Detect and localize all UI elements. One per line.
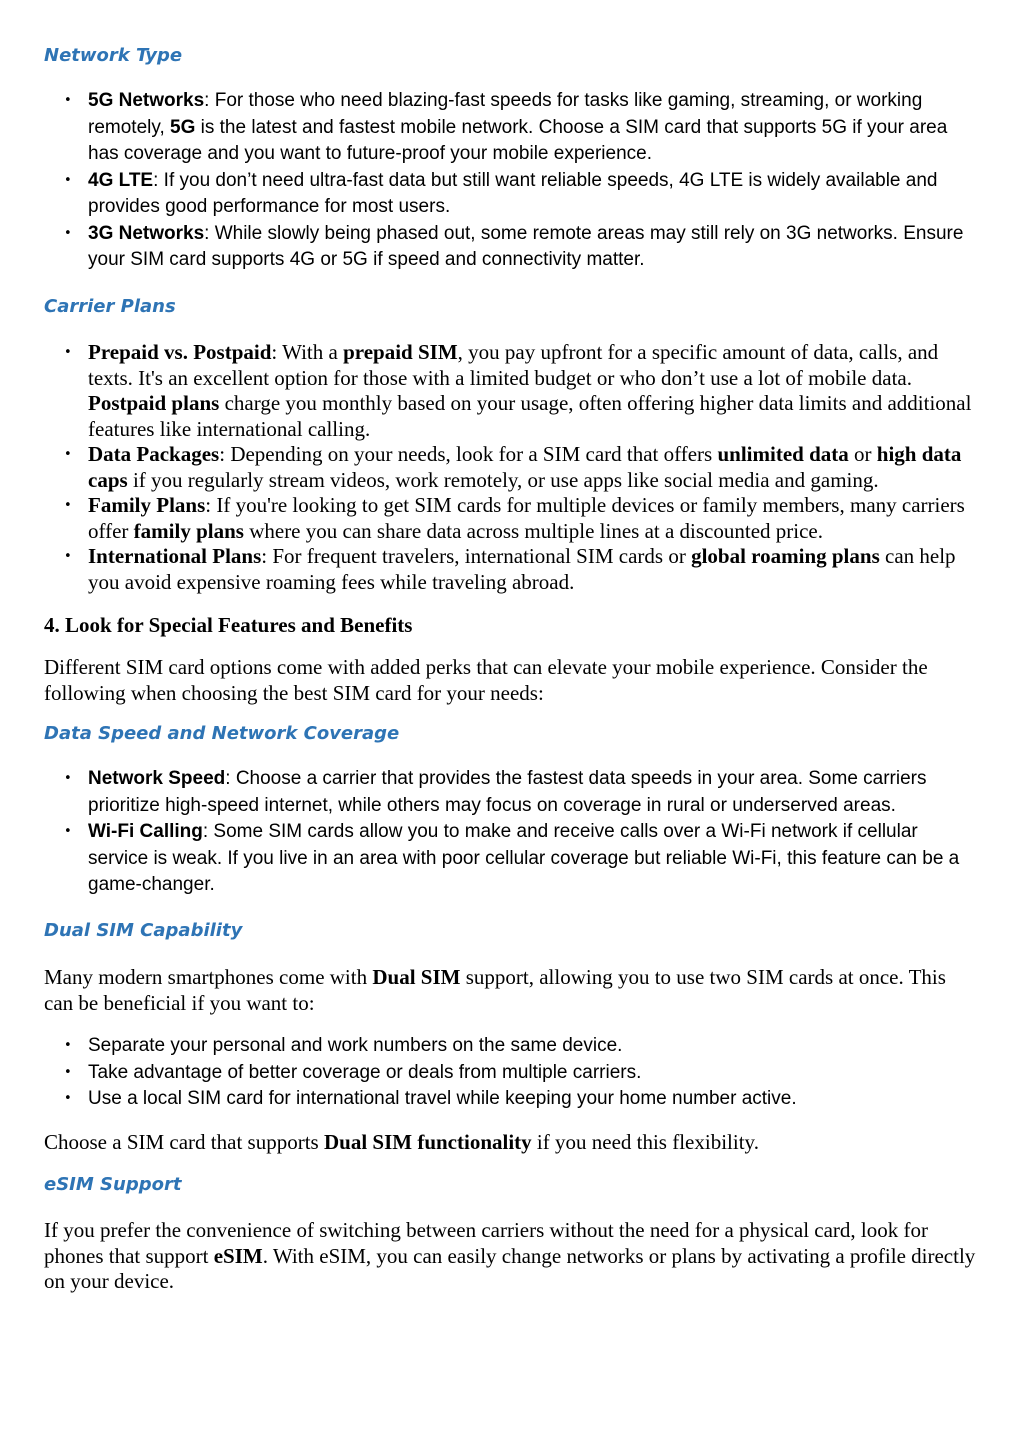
term-prepaid-sim: prepaid SIM [343, 340, 458, 364]
term-dual-sim: Dual SIM [372, 965, 461, 989]
term-5g-networks: 5G Networks [88, 90, 205, 111]
list-item [88, 168, 979, 221]
item-text: : For those who need blazing-fast speeds for tasks like gaming, streaming, or working remotely, [88, 90, 923, 138]
section-4 [44, 612, 979, 638]
term-network-speed: Network Speed [88, 768, 226, 789]
term-4g-lte: 4G LTE [88, 169, 154, 191]
dual-sim-outro [44, 1130, 979, 1156]
list-item: • Use a local SIM card for international travel while keeping your home number active. [88, 1086, 979, 1113]
term-family-plans-2: family plans [133, 518, 244, 543]
outro-text: Choose a SIM card that supports [44, 1130, 324, 1154]
term-global-roaming: global roaming plans [691, 544, 880, 568]
item-text: can help you avoid expensive roaming fees while traveling abroad. [88, 544, 956, 594]
data-speed-section [44, 722, 979, 746]
dual-sim-list-wrap [44, 1033, 979, 1113]
dual-sim-section [44, 919, 979, 943]
term-unlimited-data: unlimited data [717, 442, 849, 466]
network-type-section [44, 44, 979, 68]
term-5g: 5G [170, 116, 196, 138]
list-item [88, 442, 979, 493]
list-item [88, 819, 979, 899]
outro-text: if you need this flexibility. [531, 1130, 759, 1154]
item-text: : With a [271, 340, 344, 364]
dual-sim-heading: Dual SIM Capability [44, 920, 243, 941]
data-speed-list [44, 766, 979, 899]
item-text: : For frequent travelers, international SIM cards or [261, 544, 692, 568]
item-text: where you can share data across multiple lines at a discounted price. [243, 518, 823, 543]
esim-text-part: . With eSIM, you can easily change networks or plans by activating a profile directly on your device. [44, 1243, 976, 1293]
item-text: : Depending on your needs, look for a SIM card that offers [219, 442, 718, 466]
esim-section [44, 1173, 979, 1197]
dual-sim-intro-wrap [44, 965, 979, 1016]
list-item: • Take advantage of better coverage or deals from multiple carriers. [88, 1060, 979, 1087]
esim-heading: eSIM Support [44, 1174, 182, 1195]
esim-text [44, 1218, 979, 1295]
carrier-plans-list [44, 340, 979, 595]
term-family-plans: Family Plans [88, 493, 206, 517]
term-international-plans: International Plans [88, 544, 262, 568]
item-text: is the latest and fastest mobile network. Choose a SIM card that supports 5G if your area has coverage and you want to future-proof your mobile experience. [88, 116, 948, 164]
term-prepaid-postpaid: Prepaid vs. Postpaid [88, 340, 272, 364]
list-item [88, 340, 979, 442]
carrier-plans-list-wrap [44, 340, 979, 595]
section-4-heading: 4. Look for Special Features and Benefits [44, 613, 413, 637]
carrier-plans-heading: Carrier Plans [44, 296, 176, 317]
item-text: or [848, 442, 877, 466]
section-4-intro-wrap [44, 655, 979, 706]
list-item [88, 88, 979, 168]
intro-text: support, allowing you to use two SIM cards at once. This can be beneficial if you want to: [44, 965, 946, 1015]
esim-text-part: If you prefer the convenience of switching between carriers without the need for a physical card, look for phones that support [44, 1218, 928, 1268]
item-text: : If you're looking to get SIM cards for multiple devices or family members, many carriers offer [88, 493, 965, 543]
term-postpaid-plans: Postpaid plans [88, 391, 220, 415]
term-dual-sim-functionality: Dual SIM functionality [323, 1130, 532, 1154]
list-item [88, 493, 979, 544]
data-speed-list-wrap [44, 766, 979, 899]
list-item [88, 544, 979, 595]
term-high-data-caps: high data caps [88, 442, 962, 492]
list-item: • Separate your personal and work numbers on the same device. [88, 1033, 979, 1060]
list-item [88, 221, 979, 274]
esim-text-wrap [44, 1218, 979, 1295]
data-speed-heading: Data Speed and Network Coverage [44, 723, 400, 744]
term-esim: eSIM [213, 1243, 263, 1268]
section-4-intro: Different SIM card options come with added perks that can elevate your mobile experience. Consider the following when choosing the best SIM card for your needs: [44, 655, 928, 705]
list-item [88, 766, 979, 819]
carrier-plans-section [44, 295, 979, 319]
term-data-packages: Data Packages [88, 442, 220, 466]
item-text: : Some SIM cards allow you to make and receive calls over a Wi-Fi network if cellular service is weak. If you live in an area with poor cellular coverage but reliable Wi-Fi, this feature can be a game-changer. [88, 821, 960, 895]
network-type-list [44, 88, 979, 274]
item-text: : Choose a carrier that provides the fastest data speeds in your area. Some carriers prioritize high-speed internet, while others may focus on coverage in rural or underserved areas. [88, 768, 927, 816]
intro-text: Many modern smartphones come with [44, 965, 373, 989]
item-text: , you pay upfront for a specific amount of data, calls, and texts. It's an excellent option for those with a limited budget or who don’t use a lot of mobile data. [88, 340, 939, 390]
network-type-list-wrap [44, 88, 979, 274]
term-3g-networks: 3G Networks [88, 222, 205, 244]
network-type-heading: Network Type [44, 45, 183, 66]
item-text: if you regularly stream videos, work remotely, or use apps like social media and gaming. [127, 467, 879, 492]
item-text: : While slowly being phased out, some remote areas may still rely on 3G networks. Ensure your SIM card supports 4G or 5G if speed and connectivity matter. [88, 222, 964, 270]
item-text: charge you monthly based on your usage, often offering higher data limits and additional features like international calling. [88, 391, 972, 441]
dual-sim-outro-wrap [44, 1130, 979, 1156]
term-wifi-calling: Wi-Fi Calling [88, 821, 203, 842]
item-text: : If you don’t need ultra-fast data but still want reliable speeds, 4G LTE is widely available and provides good performance for most users. [88, 169, 938, 217]
dual-sim-intro [44, 965, 979, 1016]
dual-sim-list [44, 1033, 979, 1113]
